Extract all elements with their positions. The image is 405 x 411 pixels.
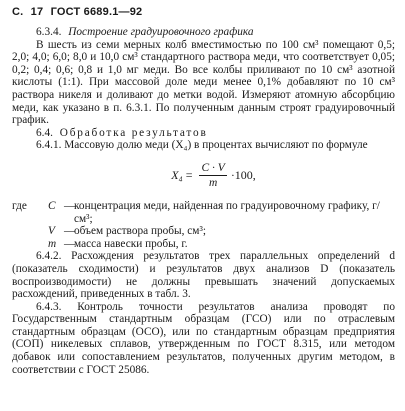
formula-lhs: X₄ [171,168,183,183]
definition-row [12,200,395,225]
definition-symbol: m [48,237,57,250]
formula-equals: = [185,168,193,183]
formula [32,158,395,194]
page-header [12,6,395,18]
formula-numerator: C · V [201,162,225,175]
section-number: 6.3.4. [36,26,62,38]
definition-row [12,238,395,251]
definition-symbol: V [48,225,55,238]
section-number: 6.4. [36,126,53,139]
definition-dash: — [64,237,76,250]
document-code: ГОСТ 6689.1—92 [50,6,143,18]
page-letter: С. [12,6,24,18]
section-6-4-heading [12,127,395,140]
definition-row [12,225,395,238]
definition-text: объем раствора пробы, см³; [74,225,206,238]
section-title: Построение градуировочного графика [68,26,254,38]
section-title: Обработка результатов [59,126,208,139]
section-6-4-1-text: 6.4.1. Массовую долю меди (X₄) в процентах вычисляют по формуле [36,139,368,152]
definition-dash: — [64,225,76,238]
definition-dash: — [64,199,76,212]
formula-tail: ·100, [230,168,256,183]
definition-symbol: C [48,199,56,212]
formula-fraction [199,162,226,189]
definition-text: масса навески пробы, г. [74,237,188,250]
where-word: где [12,199,27,212]
definition-text: концентрация меди, найденная по градуировочному графику, г/см³; [74,199,380,225]
page-number: 17 [30,6,44,18]
section-6-3-4-heading [12,26,395,39]
section-6-4-2-text: 6.4.2. Расхождения результатов трех параллельных определений d (показатель сходимости) и результатов двух анализов D (показатель воспроизводимости) не должны превышать значений допускаемых расхождений, приведенных в табл. 3. [12,250,395,301]
variable-definitions [12,200,395,250]
formula-denominator: m [208,177,218,190]
section-6-3-4-text: В шесть из семи мерных колб вместимостью по 100 см³ помещают 0,5; 2,0; 4,0; 6,0; 8,0 и 10,0 см³ стандартного раствора меди, что соответствует 0,05; 0,2; 0,4; 0,6; 0,8 и 1,0 мг меди. Во все колбы приливают по 10 см³ азотной кислоты (1:1). При массовой доле меди менее 0,1% добавляют по 10 см³ раствора никеля и доливают до метки водой. Измеряют атомную абсорбцию меди, как указано в п. 6.3.1. По полученным данным строят градуировочный график. [12,38,395,127]
section-6-4-3-text: 6.4.3. Контроль точности результатов анализа проводят по Государственным стандартным образцам (ГСО) или по отраслевым стандартным образцам (ОСО), или по стандартным образцам предприятия (СОП) никелевых сплавов, утвержденным по ГОСТ 8.315, или методом добавок или сопоставлением результатов, полученных другим методом, в соответствии с ГОСТ 25086. [12,300,395,376]
